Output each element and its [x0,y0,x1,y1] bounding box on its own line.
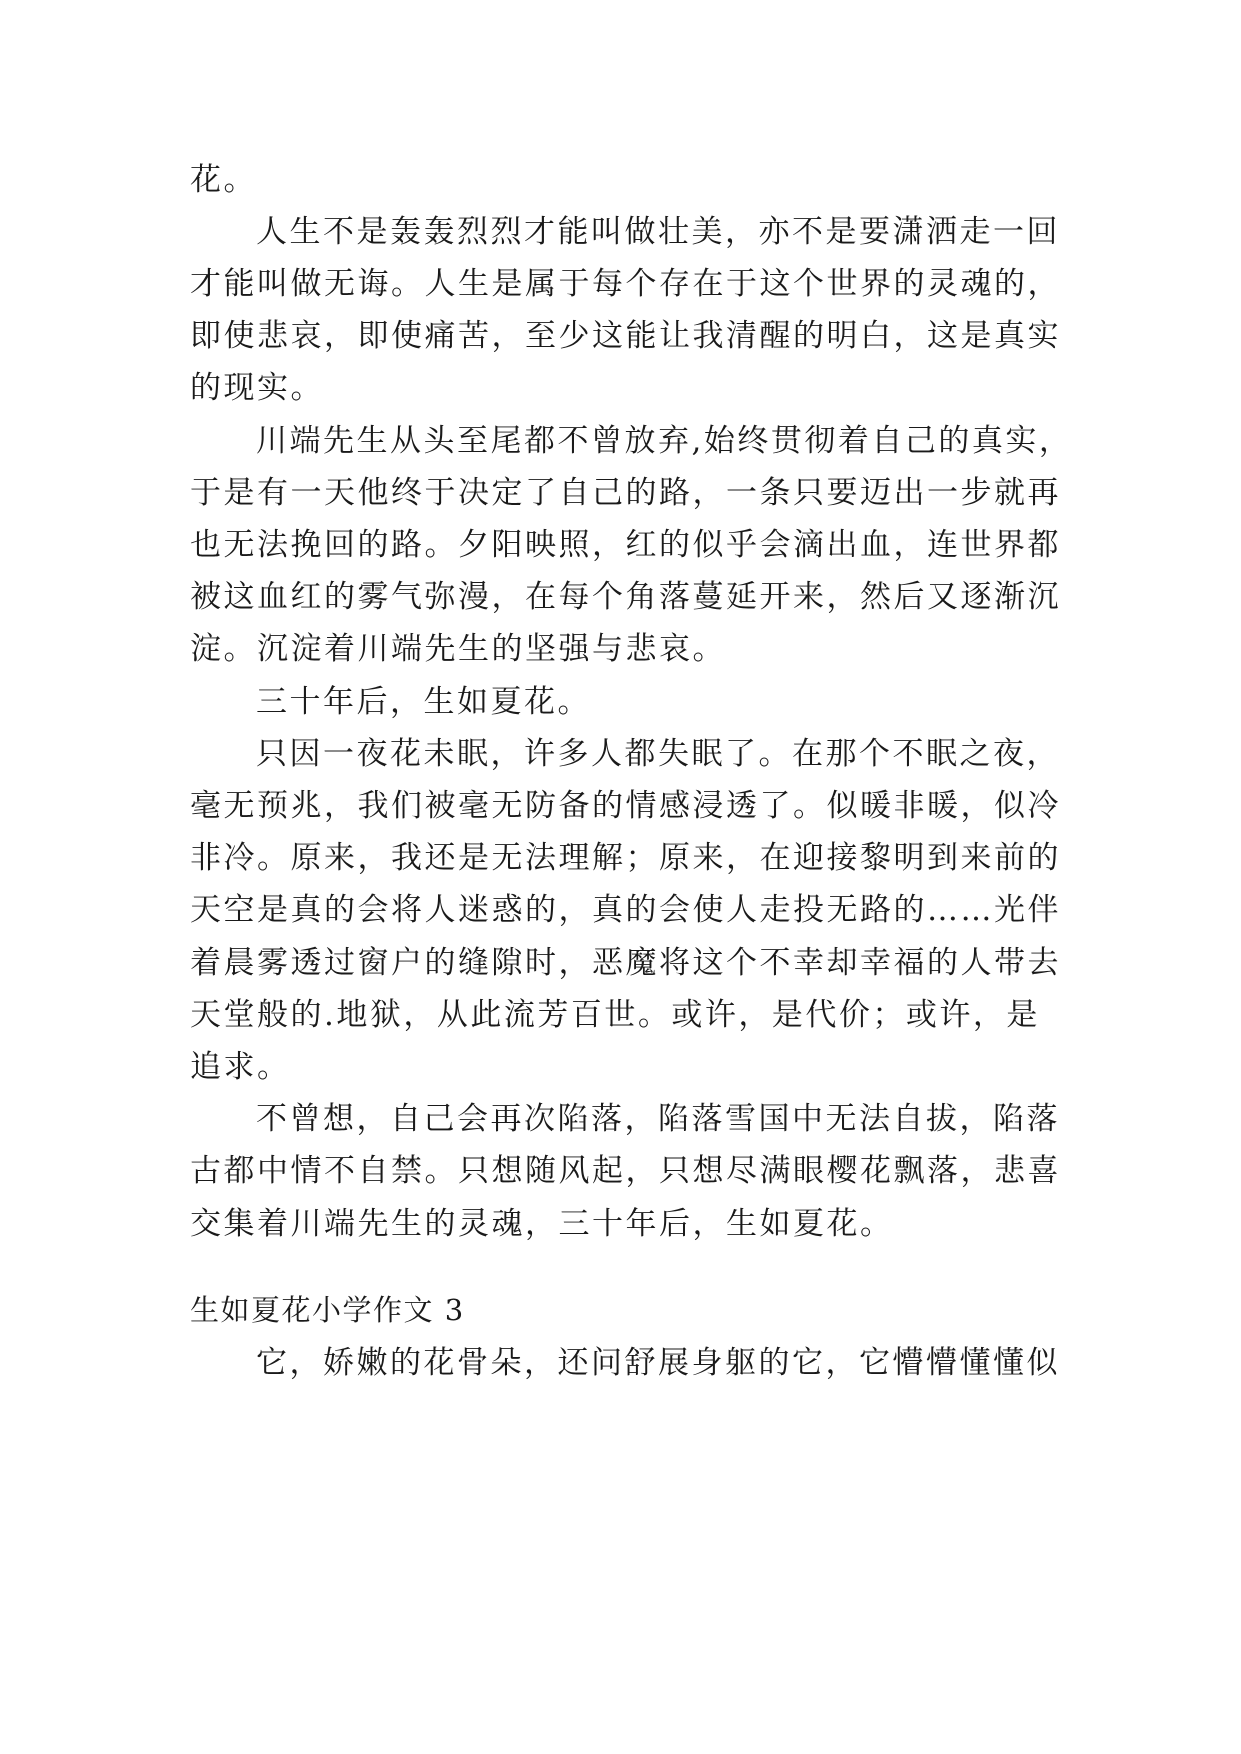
text-line: 淀。沉淀着川端先生的坚强与悲哀。 [190,631,726,667]
text-line: 花。 [190,162,257,198]
text-line: 即使悲哀，即使痛苦，至少这能让我清醒的明白，这是真实 [190,318,1061,354]
text-line: 于是有一天他终于决定了自己的路，一条只要迈出一步就再 [190,475,1061,511]
text-line: 交集着川端先生的灵魂，三十年后，生如夏花。 [190,1206,894,1242]
text-line: 毫无预兆，我们被毫无防备的情感浸透了。似暖非暖，似冷 [190,788,1061,824]
text-line: 才能叫做无诲。人生是属于每个存在于这个世界的灵魂的， [190,266,1061,302]
text-line: 非冷。原来，我还是无法理解；原来，在迎接黎明到来前的 [190,840,1061,876]
text-line: 着晨雾透过窗户的缝隙时，恶魔将这个不幸却幸福的人带去 [190,945,1061,981]
paragraph-first-line: 只因一夜花未眠，许多人都失眠了。在那个不眠之夜， [256,736,1060,772]
paragraph-first-line: 三十年后，生如夏花。 [256,684,591,720]
paragraph-first-line: 它，娇嫩的花骨朵，还问舒展身躯的它，它懵懵懂懂似 [256,1345,1060,1381]
section-heading: 生如夏花小学作文 3 [190,1293,465,1327]
text-line: 也无法挽回的路。夕阳映照，红的似乎会滴出血，连世界都 [190,527,1061,563]
paragraph-first-line: 川端先生从头至尾都不曾放弃,始终贯彻着自己的真实， [256,423,1073,459]
text-line: 古都中情不自禁。只想随风起，只想尽满眼樱花飘落，悲喜 [190,1153,1061,1189]
text-line: 追求。 [190,1049,291,1085]
paragraph-first-line: 人生不是轰轰烈烈才能叫做壮美，亦不是要潇洒走一回 [256,214,1060,250]
text-line: 天堂般的.地狱，从此流芳百世。或许，是代价；或许，是 [190,997,1040,1033]
text-line: 的现实。 [190,370,324,406]
text-line: 天空是真的会将人迷惑的，真的会使人走投无路的……光伴 [190,892,1061,928]
text-line: 被这血红的雾气弥漫，在每个角落蔓延开来，然后又逐渐沉 [190,579,1061,615]
paragraph-first-line: 不曾想，自己会再次陷落，陷落雪国中无法自拔，陷落 [256,1101,1060,1137]
